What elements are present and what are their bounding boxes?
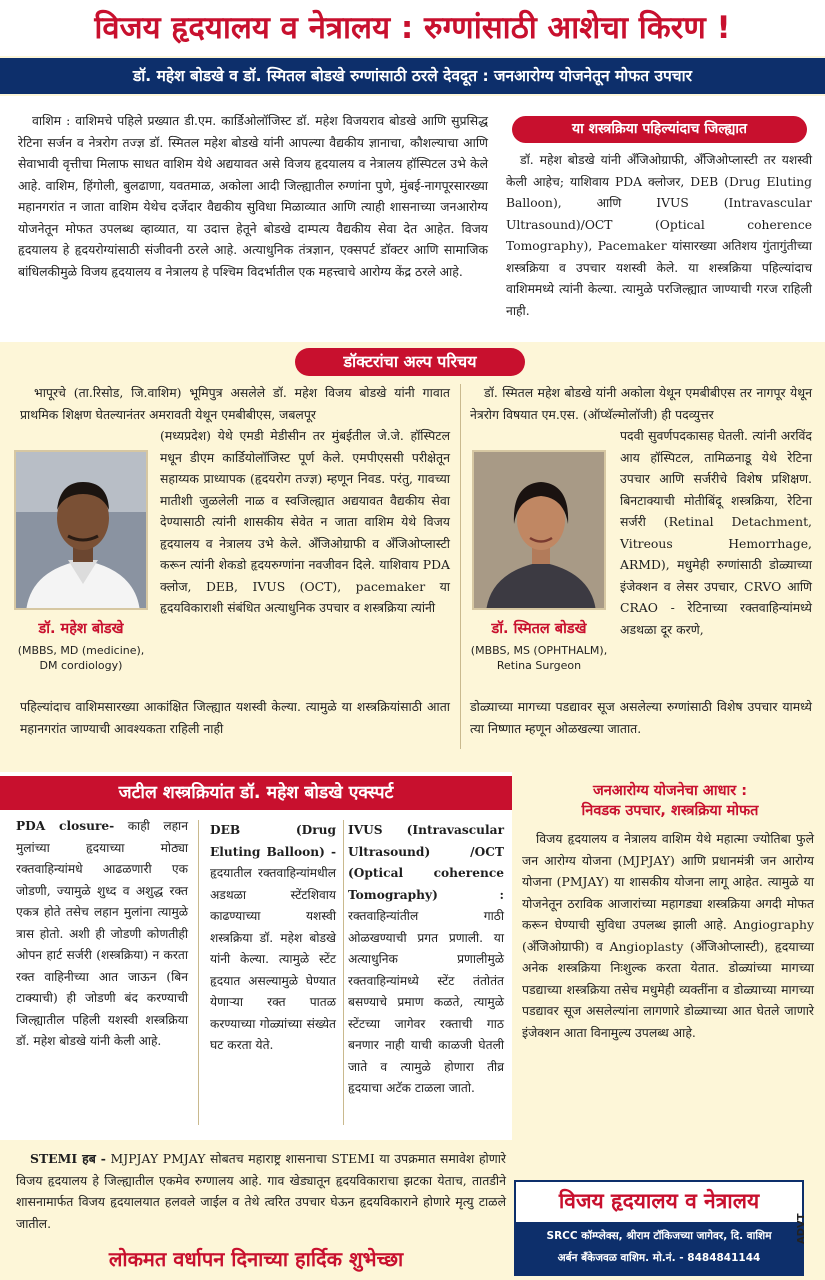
smital-bio-side: पदवी सुवर्णपदकासह घेतली. त्यांनी अरविंद आय हॉस्पिटल, तामिळनाडू येथे रेटिना उपचार आणि सर्जरीचे विशेष प्रशिक्षण. बिनटाक्याची मोतीबिंदू शस्त्रक्रिया, रेटिना सर्जरी (Retinal Detachment, Vitreous Hemorrhage, ARMD), मधुमेही रुग्णांसाठी डोळ्याच्या इंजेक्शन व लेसर उपचार, CRVO आणि CRAO - रेटिनाच्या रक्तवाहिन्यांमध्ये अडथळा दूर करणे, — [620, 428, 812, 637]
pda-text: काही लहान मुलांच्या हृदयाच्या मोठ्या रक्तवाहिन्यांमधे आढळणारी एक जोडणी, ज्यामुळे शुध्द व अशुद्ध रक्त एकत्र होते तसेच लहान मुलांना त्यामुळे त्रास होतो. अशी ही जोडणी कोणतीही ओपन हार्ट सर्जरी (शस्त्रक्रिया) न करता रक्त वाहिनीच्या आत जाऊन (बिन टाक्याची) ही जोडणी बंद करण्याची जिल्ह्यातील पहिली यशस्वी शस्त्रक्रिया डॉ. महेश बोडखे यांनी केली आहे. — [16, 819, 188, 1048]
smital-name: डॉ. स्मितल बोडखे — [491, 621, 587, 637]
smital-bio-top: डॉ. स्मितल महेश बोडखे यांनी अकोला येथून एमबीबीएस तर नागपूर येथून नेत्ररोग विषयात एम.एस. (ऑप्थॅल्मोलॉजी) ही पदव्युत्तर — [470, 385, 812, 422]
ivus-title: IVUS (Intravascular Ultrasound) /OCT (Optical coherence Tomography) : — [348, 823, 504, 902]
address-line-1: SRCC कॉम्प्लेक्स, श्रीराम टॉकिजच्या जागेवर, दि. वाशिम — [546, 1230, 772, 1242]
ivus-text: रक्तवाहिन्यांतील गाठी ओळखण्याची प्रगत प्रणाली. या अत्याधुनिक प्रणालीमुळे रक्तवाहिन्यांमध्ये स्टेंट तंतोतंत बसण्याचे प्रमाण कळते, त्यामुळे स्टेंटच्या जागेवर रक्ताची गाठ बनणार नाही याची काळजी घेतली जाते व त्यामुळे होणारा तीव्र हृदयाचा अटॅक टाळला जातो. — [348, 909, 504, 1095]
smital-degree-2: Retina Surgeon — [496, 659, 582, 672]
pda-title: PDA closure- — [16, 819, 115, 833]
address-line-2: अर्बन बँकेजवळ वाशिम. मो.नं. - 8484841144 — [557, 1252, 761, 1264]
mahesh-degree-2: DM cordiology) — [39, 659, 123, 672]
complex-heading: जटील शस्त्रक्रियांत डॉ. महेश बोडखे एक्स्पर्ट — [0, 776, 512, 810]
scheme-heading-1: जनआरोग्य योजनेचा आधार : — [592, 783, 748, 799]
intro-text: वाशिम : वाशिमचे पहिले प्रख्यात डी.एम. कार्डिओलॉजिस्ट डॉ. महेश विजयराव बोडखे आणि सुप्रसिद्ध रेटिना सर्जन व नेत्ररोग तज्ज्ञ डॉ. स्मितल महेश बोडखे यांनी आपल्या वैद्यकीय ज्ञानाचा, कौशल्याचा आणि सेवाभावी वृत्तीचा मिलाफ साधत वाशिम येथे अद्ययावत असे विजय हृदयालय व नेत्रालय हॉस्पिटल उभे केले आहे. वाशिम, हिंगोली, बुलढाणा, यवतमाळ, अकोला आदी जिल्ह्यातील रुग्णांना पुणे, मुंबई-नागपूरसारख्या महानगरांत न जाता वाशिम येथेच दर्जेदार वैद्यकीय सुविधा मिळाव्यात आणि त्याही शासनाच्या जनआरोग्य योजनेतून मोफत उपलब्ध व्हाव्यात, या उदात्त हेतूने बोडखे दाम्पत्य वैद्यकीय सेवा देत आहेत. विजय हृदयालय हे हृदयरोग्यांसाठी संजीवनी ठरले आहे. अत्याधुनिक तंत्रज्ञान, एक्सपर्ट डॉक्टर आणि सामाजिक बांधिलकीमुळे विजय हृदयालय व नेत्रालय हे पश्चिम विदर्भातील एक महत्त्वाचे आरोग्य केंद्र ठरले आहे. — [18, 113, 488, 279]
first-surgeries-text: डॉ. महेश बोडखे यांनी अँजिओग्राफी, अँजिओप्लास्टी तर यशस्वी केली आहेच; याशिवाय PDA क्लोजर, DEB (Drug Eluting Balloon), आणि IVUS (Intravascular Ultrasound)/OCT (Optical coherence Tomography), Pacemaker यांसारख्या अतिशय गुंतागुंतीच्या शस्त्रक्रिया व उपचार यशस्वी केले. या शस्त्रक्रिया पहिल्यांदाच वाशिममध्ये त्यांनी केल्या. त्यामुळे परजिल्ह्यात जाण्याची गरज राहिली नाही. — [506, 153, 812, 318]
complex-divider-1 — [198, 820, 199, 1125]
stemi-title: STEMI हब - — [30, 1151, 106, 1166]
first-surgeries-heading: या शस्त्रक्रिया पहिल्यांदाच जिल्ह्यात — [512, 116, 807, 143]
mahesh-bio-bottom: पहिल्यांदाच वाशिमसारख्या आकांक्षित जिल्ह्यात यशस्वी केल्या. त्यामुळे या शस्त्रक्रियांसाठी आता महानगरांत जाण्याची आवश्यकता राहिली नाही — [20, 699, 450, 736]
page-title: विजय हृदयालय व नेत्रालय : रुग्णांसाठी आशेचा किरण ! — [0, 0, 825, 56]
deb-block — [210, 820, 336, 1057]
person-photo-icon — [474, 452, 606, 610]
mahesh-degree-1: (MBBS, MD (medicine), — [17, 644, 145, 657]
smital-photo — [472, 450, 606, 610]
doctors-divider — [460, 384, 461, 749]
stemi-block — [16, 1148, 506, 1234]
deb-text: हृदयातील रक्तवाहिन्यांमधील अडथळा स्टेंटशिवाय काढण्याच्या यशस्वी शस्त्रक्रिया डॉ. महेश बोडखे यांनी केल्या. त्यामुळे स्टेंट हृदयात असल्यामुळे घेण्यात येणाऱ्या रक्त पातळ करण्याच्या गोळ्यांच्या संख्येत घट करता येते. — [210, 866, 336, 1052]
person-photo-icon — [16, 452, 148, 610]
page-subtitle: डॉ. महेश बोडखे व डॉ. स्मितल बोडखे रुग्णांसाठी ठरले देवदूत : जनआरोग्य योजनेतून मोफत उपचार — [0, 58, 825, 94]
mahesh-bio-top: भापूरचे (ता.रिसोड, जि.वाशिम) भूमिपुत्र असलेले डॉ. महेश विजय बोडखे यांनी गावात प्राथमिक शिक्षण घेतल्यानंतर अमरावती येथून एमबीबीएस, जबलपूर — [20, 385, 450, 422]
mahesh-photo — [14, 450, 148, 610]
doctors-heading: डॉक्टरांचा अल्प परिचय — [295, 348, 525, 376]
mahesh-name: डॉ. महेश बोडखे — [38, 621, 124, 637]
stemi-text: MJPJAY PMJAY सोबतच महाराष्ट्र शासनाचा STEMI या उपक्रमात समावेश होणारे विजय हृदयालय हे जिल्ह्यातील एकमेव रुग्णालय आहे. गाव खेड्यातून हृदयविकाराचा झटका येताच, तातडीने शासनामार्फत विजय हृदयालयात हलवले जाईल व तेथे त्वरित उपचार घेऊन हृदयविकाराने होणारे मृत्यु टाळले जातील. — [16, 1151, 506, 1231]
scheme-heading-2: निवडक उपचार, शस्त्रक्रिया मोफत — [581, 803, 759, 819]
pda-block — [16, 816, 188, 1053]
advt-label: ADVT — [796, 1213, 807, 1244]
smital-bio-bottom: डोळ्याच्या मागच्या पडद्यावर सूज असलेल्या रुग्णांसाठी विशेष उपचार यामध्ये त्या निष्णात म्हणून ओळखल्या जातात. — [470, 699, 812, 736]
anniversary-greeting: लोकमत वर्धापन दिनाच्या हार्दिक शुभेच्छा — [108, 1247, 404, 1271]
mahesh-bio-side: (मध्यप्रदेश) येथे एमडी मेडीसीन तर मुंबईतील जे.जे. हॉस्पिटल मधून डीएम कार्डियोलॉजिस्ट पूर्ण केले. एमपीएससी परीक्षेतून सहाय्यक प्राध्यापक (हृदयरोग तज्ज्ञ) म्हणून निवड. परंतु, गावच्या मातीशी जुळलेली नाळ व स्वजिल्ह्यात अद्ययावत वैद्यकीय सेवा देण्यासाठी त्यांनी शासकीय सेवेत न जाता वाशिम येथे विजय हृदयालय व नेत्रालय उभे केले. अँजिओग्राफी व अँजिओप्लास्टी करून त्यांनी शेकडो हृदयरुग्णांना नवजीवन दिले. याशिवाय PDA क्लोज, DEB, IVUS (OCT), pacemaker या हृदयविकाराशी संबंधित अत्याधुनिक उपचार व शस्त्रक्रिया त्यांनी — [160, 428, 450, 615]
hospital-name: विजय हृदयालय व नेत्रालय — [558, 1189, 760, 1213]
deb-title: DEB (Drug Eluting Balloon) - — [210, 823, 336, 859]
scheme-text: विजय हृदयालय व नेत्रालय वाशिम येथे महात्मा ज्योतिबा फुले जन आरोग्य योजना (MJPJAY) आणि प्रधानमंत्री जन आरोग्य योजना (PMJAY) या शासकीय योजना लागू आहेत. त्यामुळे या योजनेतून ठराविक आजारांच्या महागड्या शस्त्रक्रिया अगदी मोफत करून घेण्याची सुविधा उपलब्ध झाली आहे. Angiography (अँजिओग्राफी) व Angioplasty (अँजिओप्लास्टी), हृदयाच्या अनेक शस्त्रक्रिया निःशुल्क करता येतात. डोळ्यांच्या मागच्या पडद्याच्या शस्त्रक्रिया तसेच मधुमेही व्यक्तींना व डोळ्याच्या मागच्या पडद्यावर सूज असलेल्यांना लागणारे डोळ्याच्या आत घेतले जाणारे इंजेक्शन आता विनामुल्य उपलब्ध आहे. — [522, 831, 814, 1040]
complex-divider-2 — [343, 820, 344, 1125]
ivus-block — [348, 820, 504, 1100]
smital-degree-1: (MBBS, MS (OPHTHALM), — [470, 644, 608, 657]
